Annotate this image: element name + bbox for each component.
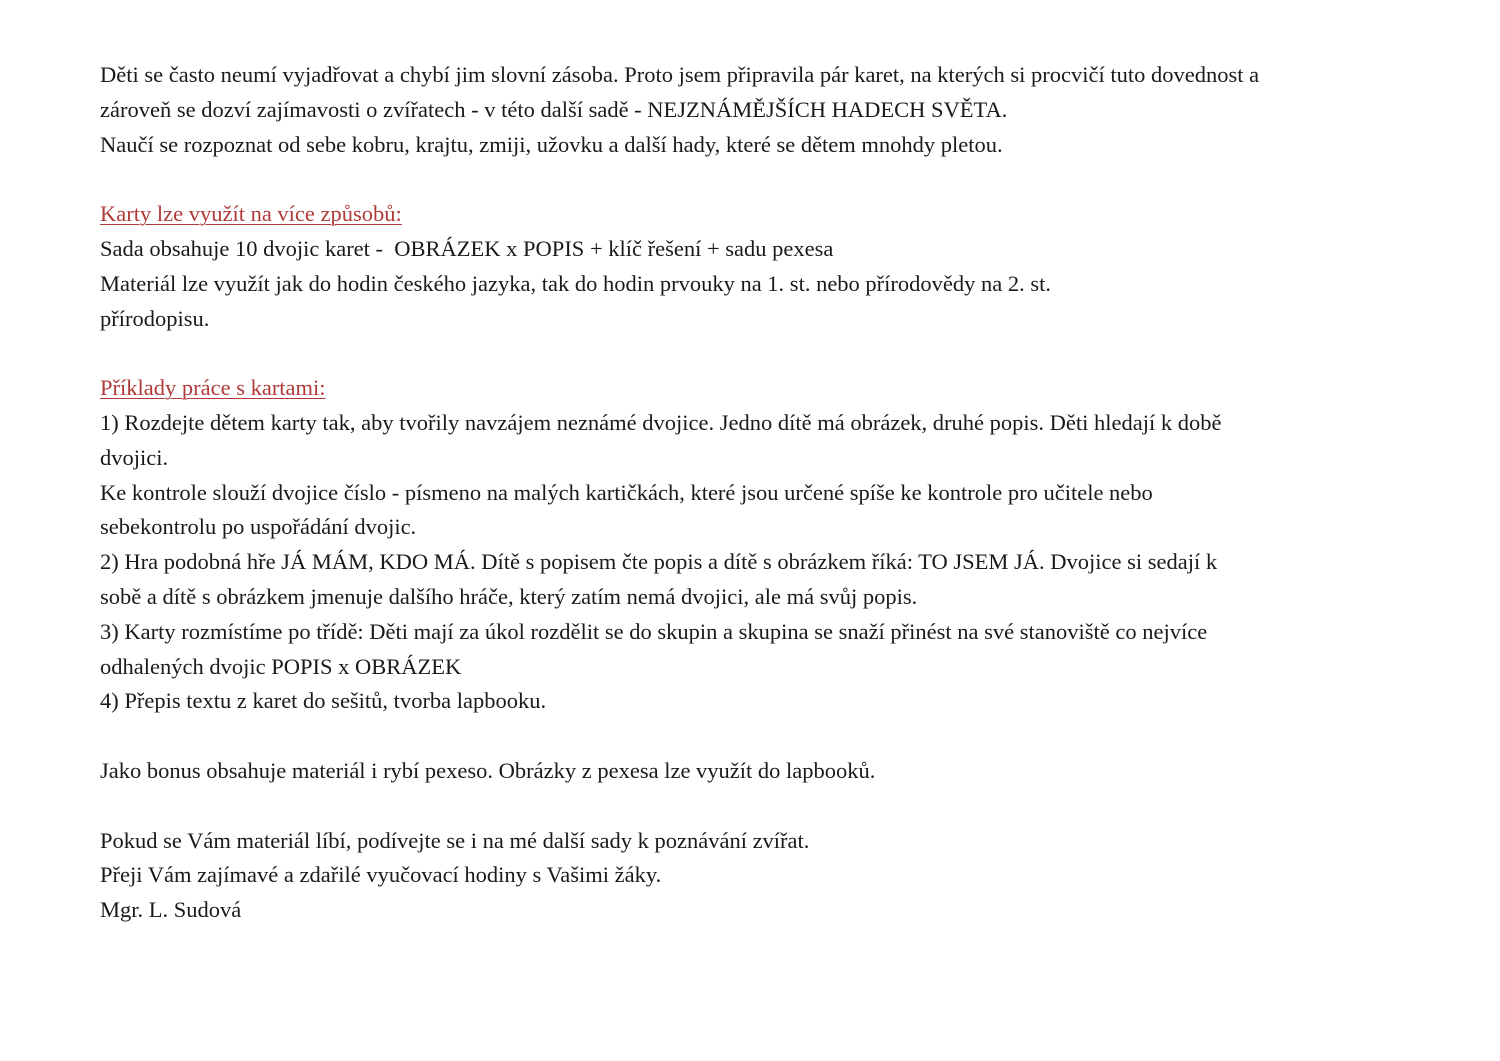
- spacer: [100, 162, 1420, 197]
- examples-heading: Příklady práce s kartami:: [100, 375, 326, 401]
- example-line: dvojici.: [100, 444, 169, 470]
- usage-line-3: přírodopisu.: [100, 305, 210, 331]
- usage-line-2: Materiál lze využít jak do hodin českého jazyka, tak do hodin prvouky na 1. st. nebo přírodovědy na 2. st.: [100, 270, 1052, 296]
- spacer: [100, 789, 1420, 824]
- intro-line-3: Naučí se rozpoznat od sebe kobru, krajtu, zmiji, užovku a další hady, které se dětem mnohdy pletou.: [100, 131, 1003, 157]
- document-page: [100, 58, 1420, 928]
- example-line: 3) Karty rozmístíme po třídě: Děti mají za úkol rozdělit se do skupin a skupina se snaží přinést na své stanoviště co nejvíce: [100, 618, 1208, 644]
- intro-section: [100, 58, 1420, 162]
- examples-section: [100, 371, 1420, 719]
- intro-line-2: zároveň se dozví zajímavosti o zvířatech - v této další sadě - NEJZNÁMĚJŠÍCH HADECH SVĚTA.: [100, 96, 1008, 122]
- example-line: 4) Přepis textu z karet do sešitů, tvorba lapbooku.: [100, 688, 547, 714]
- example-line: sebekontrolu po uspořádání dvojic.: [100, 514, 417, 540]
- bonus-line: Jako bonus obsahuje materiál i rybí pexeso. Obrázky z pexesa lze využít do lapbooků.: [100, 757, 876, 783]
- closing-line-1: Pokud se Vám materiál líbí, podívejte se i na mé další sady k poznávání zvířat.: [100, 827, 810, 853]
- usage-line-1: Sada obsahuje 10 dvojic karet - OBRÁZEK x POPIS + klíč řešení + sadu pexesa: [100, 235, 834, 261]
- example-line: odhalených dvojic POPIS x OBRÁZEK: [100, 653, 462, 679]
- usage-heading: Karty lze využít na více způsobů:: [100, 201, 402, 227]
- closing-section: [100, 824, 1420, 928]
- example-line: Ke kontrole slouží dvojice číslo - písmeno na malých kartičkách, které jsou určené spíše ke kontrole pro učitele nebo: [100, 479, 1153, 505]
- bonus-section: [100, 754, 1420, 789]
- example-line: 2) Hra podobná hře JÁ MÁM, KDO MÁ. Dítě s popisem čte popis a dítě s obrázkem říká: TO JSEM JÁ. Dvojice si sedají k: [100, 549, 1218, 575]
- signature: Mgr. L. Sudová: [100, 897, 242, 923]
- intro-line-1: Děti se často neumí vyjadřovat a chybí jim slovní zásoba. Proto jsem připravila pár karet, na kterých si procvičí tuto dovednost a: [100, 62, 1260, 87]
- example-line: 1) Rozdejte dětem karty tak, aby tvořily navzájem neznámé dvojice. Jedno dítě má obrázek, druhé popis. Děti hledají k době: [100, 409, 1222, 435]
- closing-line-2: Přeji Vám zajímavé a zdařilé vyučovací hodiny s Vašimi žáky.: [100, 862, 662, 888]
- spacer: [100, 336, 1420, 371]
- example-line: sobě a dítě s obrázkem jmenuje dalšího hráče, který zatím nemá dvojici, ale má svůj popis.: [100, 583, 918, 609]
- spacer: [100, 719, 1420, 754]
- usage-section: [100, 197, 1420, 336]
